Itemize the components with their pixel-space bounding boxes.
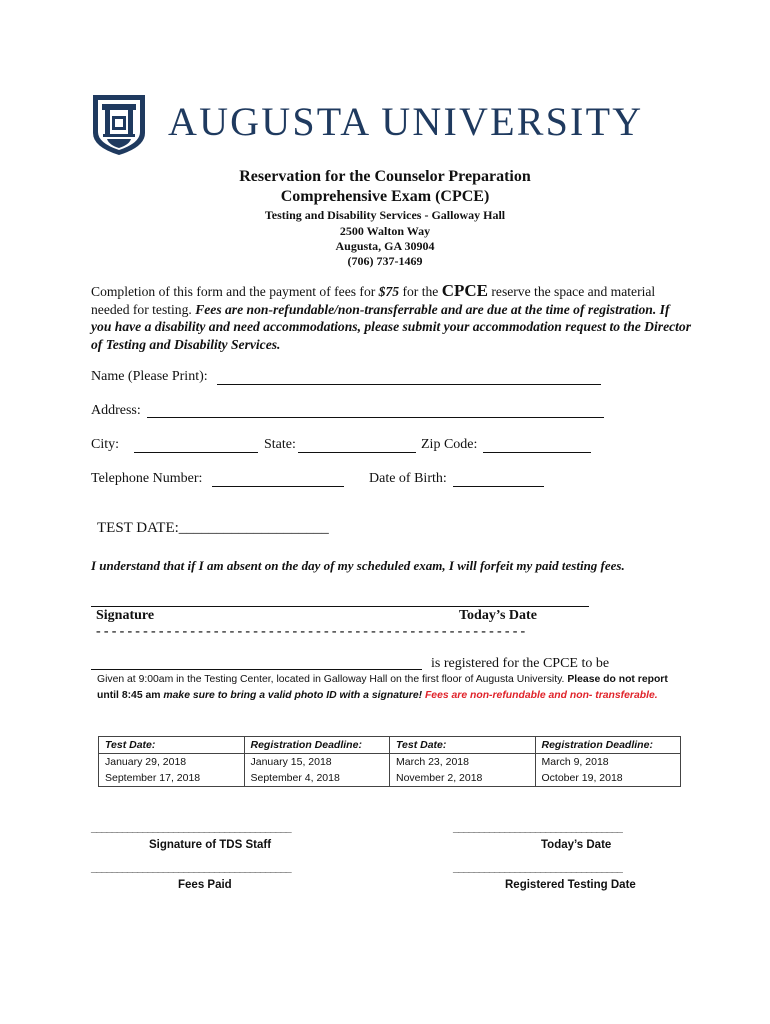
todays-date-label: Today’s Date [459,608,537,623]
city-state-zip: Augusta, GA 30904 [335,239,435,253]
column-header: Test Date: [99,737,245,754]
test-schedule-table [98,736,681,787]
name-label: Name (Please Print): [91,369,208,384]
table-cell: October 19, 2018 [535,770,681,787]
table-cell: September 4, 2018 [244,770,390,787]
signature-label: Signature [96,608,155,623]
registered-testing-date-label: Registered Testing Date [505,879,636,891]
augusta-university-logo [91,93,147,157]
street-address: 2500 Walton Way [339,224,431,238]
telephone-field[interactable] [212,486,344,487]
exam-instructions: Given at 9:00am in the Testing Center, located in Galloway Hall on the first floor of Augusta University. Please do not report until 8:45 am make sure to bring a valid photo ID with a signature! Fees are non-refundable and non- transferable. [97,674,668,701]
university-name: AUGUSTA UNIVERSITY [168,99,644,144]
date-of-birth-label: Date of Birth: [369,471,447,486]
exam-name: CPCE [441,281,488,300]
state-field[interactable] [298,452,416,453]
table-cell: January 15, 2018 [244,754,390,771]
table-row [99,754,681,771]
registrant-name-field[interactable] [91,669,422,670]
zip-label: Zip Code: [421,437,478,452]
column-header: Test Date: [390,737,536,754]
form-title-line2: Comprehensive Exam (CPCE) [280,188,490,205]
address-field[interactable] [147,417,604,418]
date-of-birth-field[interactable] [453,486,544,487]
address-label: Address: [91,403,141,418]
table-cell: November 2, 2018 [390,770,536,787]
tds-signature-field[interactable]: _______________________________________ [91,822,291,834]
zip-field[interactable] [483,452,591,453]
table-cell: January 29, 2018 [99,754,245,771]
fees-paid-label: Fees Paid [178,879,232,891]
office-name: Testing and Disability Services - Galloway Hall [264,208,506,222]
phone-number: (706) 737-1469 [347,254,423,268]
table-cell: September 17, 2018 [99,770,245,787]
state-label: State: [264,437,296,452]
refund-warning: Fees are non-refundable and non- transferable. [424,690,658,701]
tds-signature-label: Signature of TDS Staff [149,839,272,851]
telephone-label: Telephone Number: [91,471,203,486]
registered-testing-date-field[interactable]: _________________________________ [453,862,622,874]
staff-date-field[interactable]: _________________________________ [453,822,622,834]
absence-agreement: I understand that if I am absent on the day of my scheduled exam, I will forfeit my paid testing fees. [91,558,625,573]
table-header-row [99,737,681,754]
intro-paragraph: Completion of this form and the payment of fees for $75 for the CPCE reserve the space and material needed for testing. Fees are non-refundable/non-transferrable and are due at the time of registration. If you have a disability and need accommodations, please submit your accommodation request to the Director of Testing and Disability Services. [91,281,691,352]
fees-paid-field[interactable]: _______________________________________ [91,862,291,874]
city-field[interactable] [134,452,258,453]
column-header: Registration Deadline: [244,737,390,754]
fee-policy-text: Fees are non-refundable/non-transferrable and are due at the time of registration. If you have a disability and need accommodations, please submit your accommodation request to the Director of Testing and Disability Services. [91,301,691,352]
table-row [99,770,681,787]
registered-text: is registered for the CPCE to be [431,656,610,671]
fee-amount: $75 [378,284,400,299]
city-label: City: [91,437,120,452]
staff-date-label: Today’s Date [541,839,612,851]
cut-line: ------------------------------------------------------- [96,624,529,639]
column-header: Registration Deadline: [535,737,681,754]
table-cell: March 23, 2018 [390,754,536,771]
name-field[interactable] [217,384,601,385]
signature-field[interactable] [91,606,589,607]
table-cell: March 9, 2018 [535,754,681,771]
form-title-line1: Reservation for the Counselor Preparation [239,168,531,185]
test-date-field[interactable]: TEST DATE:____________________ [97,520,329,536]
